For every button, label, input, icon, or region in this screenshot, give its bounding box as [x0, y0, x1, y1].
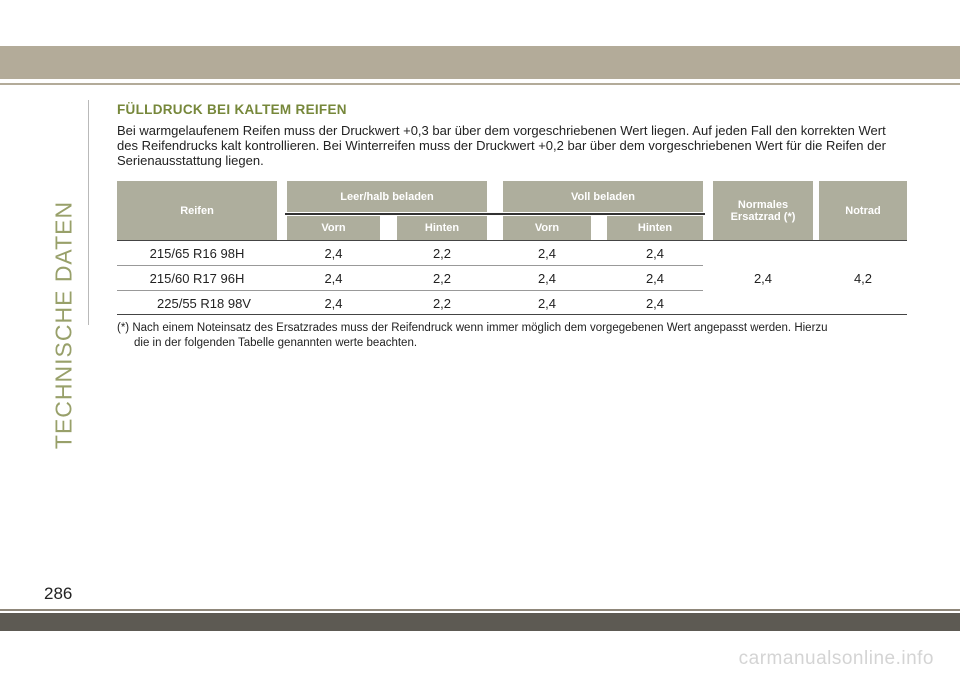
intro-paragraph: Bei warmgelaufenem Reifen muss der Druckwert +0,3 bar über dem vorgeschriebenen Wert liegen. Auf jeden Fall den korrekten Wert des Reifendrucks kalt kontrollieren. Bei Winterreifen muss der Druckwert +0,2 bar über dem vorgeschriebenen Wert für die Reifen der Serienausstattung liegen. — [117, 123, 886, 168]
notrad-value: 4,2 — [853, 270, 873, 286]
top-band-line — [0, 83, 960, 85]
section-heading: FÜLLDRUCK BEI KALTEM REIFEN — [117, 102, 347, 117]
table-bottom-rule — [117, 314, 907, 315]
row1-leer-vorn: 2,4 — [324, 245, 343, 261]
header-reifen: Reifen — [117, 181, 277, 240]
row3-voll-vorn: 2,4 — [537, 295, 557, 311]
header-leer-group: Leer/halb beladen — [287, 181, 487, 212]
top-band — [0, 46, 960, 79]
header-leer-hinten: Hinten — [397, 216, 487, 240]
footnote-line2: die in der folgenden Tabelle genannten werte beachten. — [134, 337, 418, 349]
side-rule — [88, 100, 89, 325]
row3-reifen: 225/55 R18 98V — [157, 295, 251, 311]
bottom-band-line — [0, 609, 960, 611]
page-number: 286 — [44, 584, 73, 603]
bottom-band — [0, 613, 960, 631]
row2-reifen: 215/60 R17 96H — [149, 270, 245, 286]
header-ersatzrad: Normales Ersatzrad (*) — [713, 181, 813, 240]
row1-voll-hinten: 2,4 — [645, 245, 665, 261]
ersatzrad-value: 2,4 — [753, 270, 773, 286]
header-group-divider — [285, 213, 705, 215]
row1-voll-vorn: 2,4 — [537, 245, 557, 261]
footnote — [117, 321, 907, 351]
row3-leer-hinten: 2,2 — [432, 295, 452, 311]
row3-voll-hinten: 2,4 — [645, 295, 665, 311]
row2-leer-hinten: 2,2 — [432, 270, 452, 286]
watermark: carmanualsonline.info — [738, 648, 934, 669]
header-notrad: Notrad — [819, 181, 907, 240]
row2-voll-vorn: 2,4 — [537, 270, 557, 286]
header-leer-vorn: Vorn — [287, 216, 380, 240]
row3-leer-vorn: 2,4 — [324, 295, 343, 311]
header-voll-vorn: Vorn — [503, 216, 591, 240]
row2-leer-vorn: 2,4 — [324, 270, 343, 286]
row1-reifen: 215/65 R16 98H — [149, 245, 245, 261]
header-voll-hinten: Hinten — [607, 216, 703, 240]
row1-leer-hinten: 2,2 — [432, 245, 452, 261]
row2-voll-hinten: 2,4 — [645, 270, 665, 286]
footnote-line1: (*) Nach einem Noteinsatz des Ersatzrades muss der Reifendruck wenn immer möglich dem vorgegebenen Wert angepasst werden. Hierzu — [117, 322, 828, 334]
header-voll-group: Voll beladen — [503, 181, 703, 212]
tire-pressure-table — [117, 181, 907, 316]
